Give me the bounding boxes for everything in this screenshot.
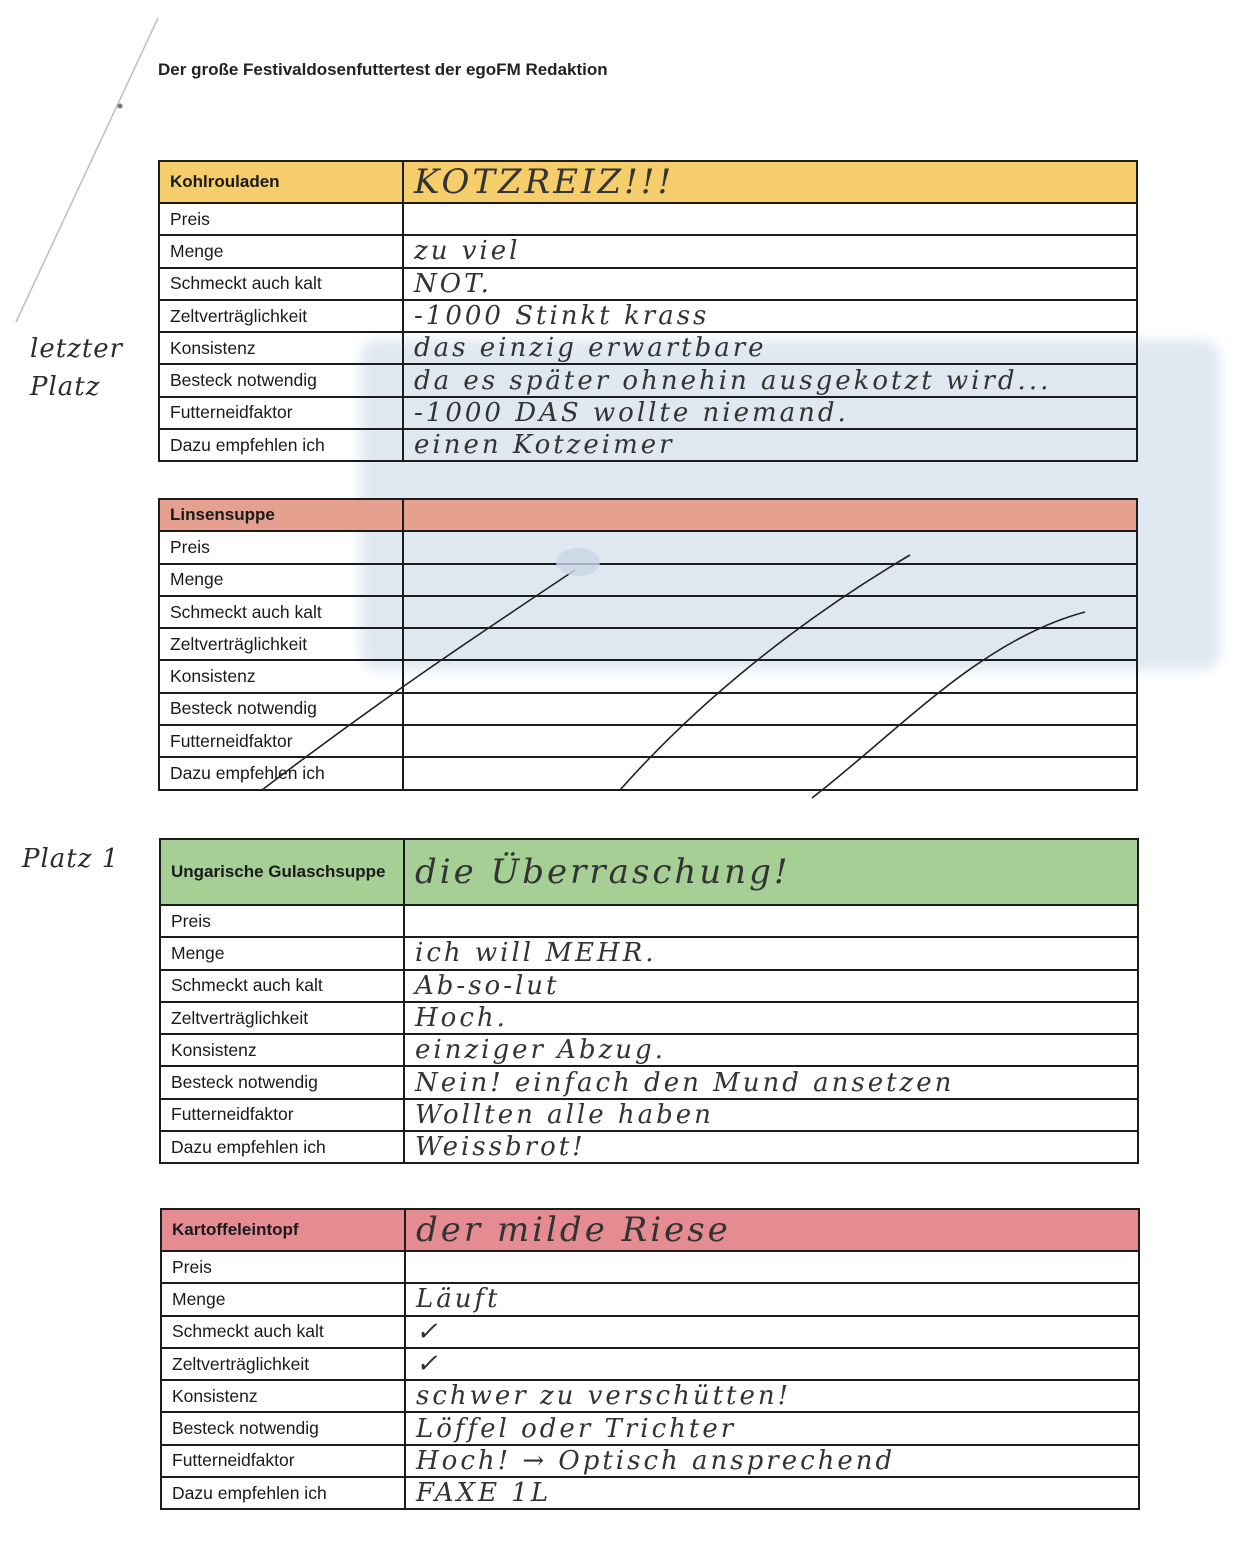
row-value [403, 693, 1137, 725]
food-name: Ungarische Gulaschsuppe [160, 839, 404, 905]
table-row [159, 628, 1137, 660]
table-header-row [160, 839, 1138, 905]
row-value: einen Kotzeimer [403, 429, 1137, 461]
row-label: Konsistenz [159, 332, 403, 364]
table-row [160, 1034, 1138, 1066]
table-row [161, 1412, 1139, 1444]
margin-note-last-place: letzter Platz [30, 334, 124, 402]
row-value [403, 531, 1137, 563]
row-label: Zeltverträglichkeit [159, 300, 403, 332]
page-title: Der große Festivaldosenfuttertest der egoFM Redaktion [158, 60, 608, 79]
table-row [159, 693, 1137, 725]
row-label: Zeltverträglichkeit [159, 628, 403, 660]
table-row [161, 1348, 1139, 1380]
row-value: Ab-so-lut [404, 970, 1138, 1002]
row-value: da es später ohnehin ausgekotzt wird... [403, 364, 1137, 396]
row-value: -1000 Stinkt krass [403, 300, 1137, 332]
table-row [161, 1477, 1139, 1509]
row-label: Besteck notwendig [159, 693, 403, 725]
row-value: Wollten alle haben [404, 1099, 1138, 1131]
table-row [160, 1099, 1138, 1131]
row-label: Besteck notwendig [159, 364, 403, 396]
row-value [404, 905, 1138, 937]
margin-note-first-place: Platz 1 [22, 844, 120, 874]
row-label: Futterneidfaktor [160, 1099, 404, 1131]
row-label: Dazu empfehlen ich [159, 429, 403, 461]
row-label: Besteck notwendig [161, 1412, 405, 1444]
row-label: Futterneidfaktor [161, 1445, 405, 1477]
row-label: Menge [159, 564, 403, 596]
row-value: Hoch! → Optisch ansprechend [405, 1445, 1139, 1477]
row-label: Preis [161, 1251, 405, 1283]
food-name: Linsensuppe [159, 499, 403, 531]
table-row [159, 203, 1137, 235]
table-row [160, 1131, 1138, 1163]
table-row [159, 268, 1137, 300]
row-label: Zeltverträglichkeit [161, 1348, 405, 1380]
row-value [403, 725, 1137, 757]
row-value [403, 564, 1137, 596]
table-row [160, 1002, 1138, 1034]
row-value: NOT. [403, 268, 1137, 300]
row-value: Nein! einfach den Mund ansetzen [404, 1066, 1138, 1098]
row-label: Dazu empfehlen ich [161, 1477, 405, 1509]
row-value: ✓ [405, 1348, 1139, 1380]
row-label: Futterneidfaktor [159, 397, 403, 429]
row-label: Menge [161, 1283, 405, 1315]
row-value: Löffel oder Trichter [405, 1412, 1139, 1444]
row-label: Besteck notwendig [160, 1066, 404, 1098]
row-value: -1000 DAS wollte niemand. [403, 397, 1137, 429]
table-row [159, 397, 1137, 429]
row-label: Schmeckt auch kalt [159, 268, 403, 300]
row-value [403, 660, 1137, 692]
table-row [159, 725, 1137, 757]
table-row [159, 531, 1137, 563]
row-value: das einzig erwartbare [403, 332, 1137, 364]
table-row [159, 332, 1137, 364]
table-row [160, 937, 1138, 969]
row-value: ✓ [405, 1316, 1139, 1348]
row-value: FAXE 1L [405, 1477, 1139, 1509]
rating-table-kartoffeleintopf [160, 1208, 1140, 1510]
row-label: Schmeckt auch kalt [160, 970, 404, 1002]
table-row [159, 235, 1137, 267]
row-value [403, 628, 1137, 660]
table-row [159, 429, 1137, 461]
table-row [159, 300, 1137, 332]
table-header-row [161, 1209, 1139, 1251]
row-value [405, 1251, 1139, 1283]
table-row [160, 970, 1138, 1002]
table-row [161, 1445, 1139, 1477]
row-value: einziger Abzug. [404, 1034, 1138, 1066]
table-row [159, 596, 1137, 628]
row-label: Dazu empfehlen ich [159, 757, 403, 789]
row-label: Menge [160, 937, 404, 969]
row-value: ich will MEHR. [404, 937, 1138, 969]
table-row [161, 1380, 1139, 1412]
row-value: Weissbrot! [404, 1131, 1138, 1163]
row-value: zu viel [403, 235, 1137, 267]
table-row [159, 564, 1137, 596]
row-label: Preis [159, 531, 403, 563]
food-name: Kohlrouladen [159, 161, 403, 203]
row-value: schwer zu verschütten! [405, 1380, 1139, 1412]
table-row [159, 660, 1137, 692]
row-value [403, 203, 1137, 235]
table-row [161, 1283, 1139, 1315]
table-row [160, 905, 1138, 937]
table-row [159, 757, 1137, 789]
row-label: Schmeckt auch kalt [161, 1316, 405, 1348]
table-row [159, 364, 1137, 396]
row-label: Konsistenz [159, 660, 403, 692]
food-headline: der milde Riese [405, 1209, 1139, 1251]
food-name: Kartoffeleintopf [161, 1209, 405, 1251]
rating-table-kohlrouladen [158, 160, 1138, 462]
row-value [403, 596, 1137, 628]
rating-table-linsensuppe [158, 498, 1138, 791]
table-row [161, 1316, 1139, 1348]
table-header-row [159, 499, 1137, 531]
table-row [160, 1066, 1138, 1098]
food-headline: KOTZREIZ!!! [403, 161, 1137, 203]
row-label: Futterneidfaktor [159, 725, 403, 757]
row-label: Preis [159, 203, 403, 235]
food-headline: die Überraschung! [404, 839, 1138, 905]
row-label: Konsistenz [160, 1034, 404, 1066]
table-row [161, 1251, 1139, 1283]
row-label: Menge [159, 235, 403, 267]
row-value: Hoch. [404, 1002, 1138, 1034]
row-label: Konsistenz [161, 1380, 405, 1412]
row-value [403, 757, 1137, 789]
row-label: Schmeckt auch kalt [159, 596, 403, 628]
row-label: Dazu empfehlen ich [160, 1131, 404, 1163]
rating-table-gulaschsuppe [159, 838, 1139, 1164]
row-label: Zeltverträglichkeit [160, 1002, 404, 1034]
row-value: Läuft [405, 1283, 1139, 1315]
table-header-row [159, 161, 1137, 203]
row-label: Preis [160, 905, 404, 937]
food-headline [403, 499, 1137, 531]
